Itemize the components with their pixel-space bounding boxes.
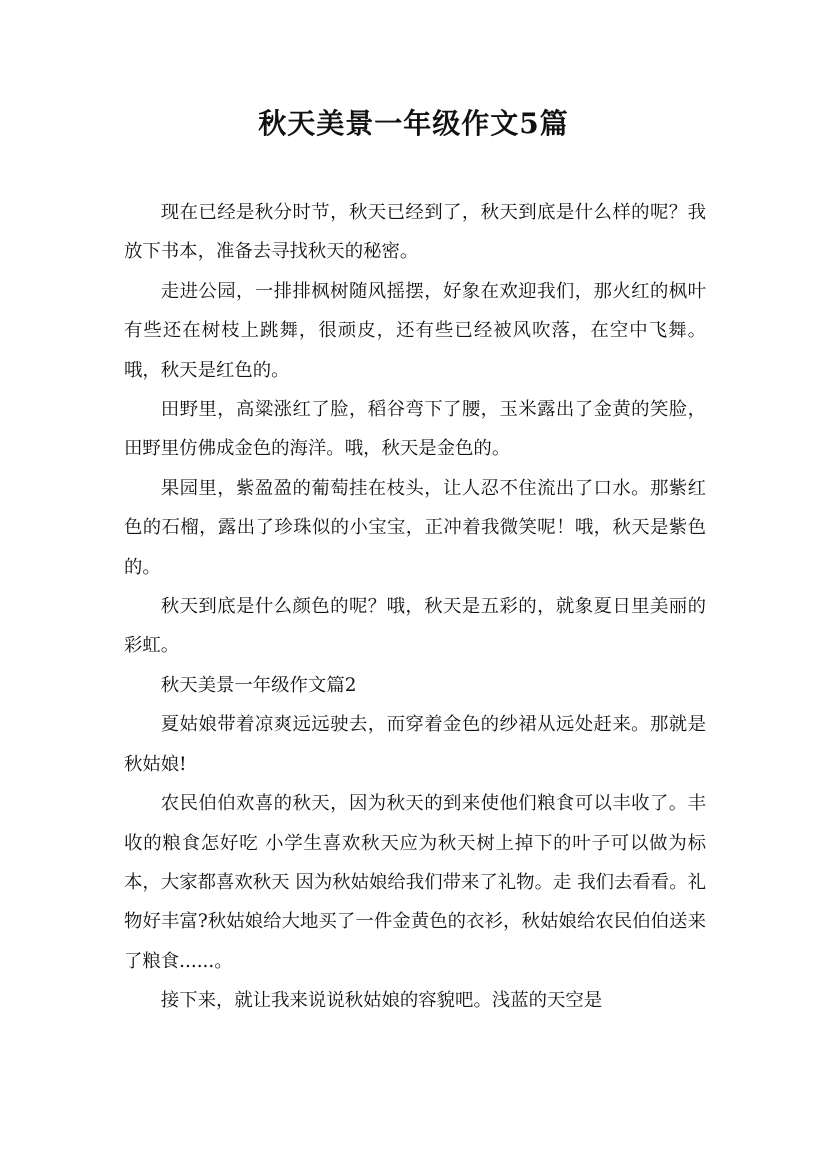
section-heading: 秋天美景一年级作文篇2 <box>160 674 357 696</box>
paragraph: 秋天到底是什么颜色的呢？哦，秋天是五彩的，就象夏日里美丽的彩虹。 <box>124 596 706 657</box>
paragraph: 果园里，紫盈盈的葡萄挂在枝头，让人忍不住流出了口水。那紫红色的石榴，露出了珍珠似的小宝宝，正冲着我微笑呢！哦，秋天是紫色的。 <box>124 477 706 578</box>
document-body <box>124 193 706 1021</box>
paragraph: 农民伯伯欢喜的秋天，因为秋天的到来使他们粮食可以丰收了。丰收的粮食怎好吃 小学生喜欢秋天应为秋天树上掉下的叶子可以做为标本，大家都喜欢秋天 因为秋姑娘给我们带来了礼物。走 我们去看看。礼物好丰富?秋姑娘给大地买了一件金黄色的衣衫，秋姑娘给农民伯伯送来了粮食......。 <box>124 793 706 972</box>
paragraph: 田野里，高粱涨红了脸，稻谷弯下了腰，玉米露出了金黄的笑脸，田野里仿佛成金色的海洋。哦，秋天是金色的。 <box>124 399 706 460</box>
paragraph: 走进公园，一排排枫树随风摇摆，好象在欢迎我们，那火红的枫叶有些还在树枝上跳舞，很顽皮，还有些已经被风吹落，在空中飞舞。哦，秋天是红色的。 <box>124 280 706 381</box>
paragraph: 夏姑娘带着凉爽远远驶去，而穿着金色的纱裙从远处赶来。那就是秋姑娘! <box>124 714 706 775</box>
paragraph: 现在已经是秋分时节，秋天已经到了，秋天到底是什么样的呢？我放下书本，准备去寻找秋天的秘密。 <box>124 202 706 263</box>
paragraph: 接下来，就让我来说说秋姑娘的容貌吧。浅蓝的天空是 <box>160 990 603 1012</box>
document-title: 秋天美景一年级作文5篇 <box>258 107 569 140</box>
